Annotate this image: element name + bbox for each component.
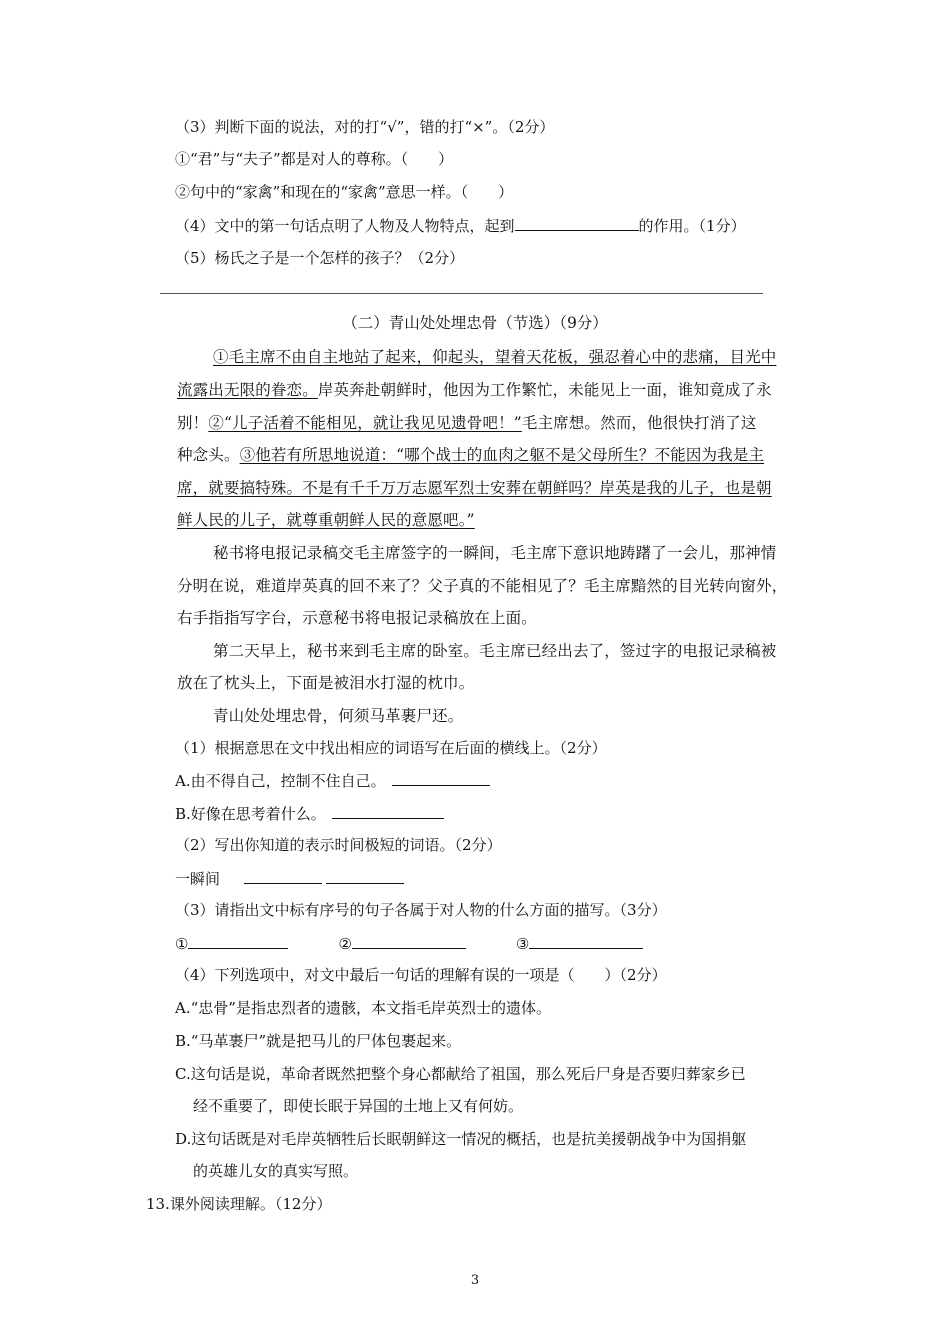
sub-question-2-answer	[175, 868, 404, 889]
question-4	[175, 215, 746, 236]
question-3: （3）判断下面的说法，对的打“√”，错的打“×”。（2分）	[175, 118, 555, 136]
sub-question-3-blank-2[interactable]	[352, 933, 466, 949]
marker-3: ③	[515, 935, 530, 953]
marker-1: ①	[175, 935, 189, 953]
passage-p1-line4	[177, 445, 764, 465]
sub-question-3: （3）请指出文中标有序号的句子各属于对人物的什么方面的描写。（3分）	[175, 901, 667, 919]
passage-p1-line1	[213, 347, 776, 367]
option-d-cont: 的英雄儿女的真实写照。	[193, 1162, 359, 1180]
passage-text: 种念头。	[177, 446, 240, 464]
passage-p4: 青山处处埋忠骨，何须马革裹尸还。	[213, 707, 464, 725]
example-word: 一瞬间	[175, 870, 221, 888]
sub-question-3-blank-3[interactable]	[529, 933, 643, 949]
option-c-cont: 经不重要了，即使长眠于异国的土地上又有何妨。	[193, 1097, 524, 1115]
marker-2: ②	[338, 935, 352, 953]
option-a[interactable]: A.“忠骨”是指忠烈者的遗骸，本文指毛岸英烈士的遗体。	[175, 999, 551, 1017]
page-number: 3	[470, 1273, 480, 1288]
sub-question-3-blank-1[interactable]	[188, 933, 288, 949]
sub-question-1: （1）根据意思在文中找出相应的词语写在后面的横线上。（2分）	[175, 739, 607, 757]
passage-p1-line2	[177, 380, 772, 400]
passage-p2-line1: 秘书将电报记录稿交毛主席签字的一瞬间，毛主席下意识地踌躇了一会儿，那神情	[213, 544, 777, 562]
passage-text: 别！	[177, 414, 209, 432]
answer-line[interactable]	[160, 293, 763, 294]
passage-text: 毛主席想。然而，他很快打消了这	[521, 414, 757, 432]
passage-p2-line2: 分明在说，难道岸英真的回不来了？父子真的不能相见了？毛主席黯然的目光转向窗外，	[177, 577, 788, 595]
sub-question-1-a	[175, 770, 490, 791]
passage-text: 岸英奔赴朝鲜时，他因为工作繁忙，未能见上一面，谁知竟成了永	[317, 381, 772, 399]
sub-question-2-blank-1[interactable]	[244, 868, 322, 884]
sub-question-2: （2）写出你知道的表示时间极短的词语。（2分）	[175, 836, 502, 854]
question-4-text-a: （4）文中的第一句话点明了人物及人物特点，起到	[175, 217, 515, 235]
sub-question-1-a-blank[interactable]	[392, 770, 490, 786]
question-4-text-b: 的作用。（1分）	[638, 217, 746, 235]
sentence-1-underlined-end: 流露出无限的眷恋。	[177, 381, 318, 399]
question-3-item-2: ②句中的“家禽”和现在的“家禽”意思一样。（ ）	[175, 183, 514, 201]
question-5: （5）杨氏之子是一个怎样的孩子？（2分）	[175, 249, 465, 267]
passage-p2-line3: 右手指指写字台，示意秘书将电报记录稿放在上面。	[177, 609, 537, 627]
option-d[interactable]: D.这句话既是对毛岸英牺牲后长眠朝鲜这一情况的概括，也是抗美援朝战争中为国捐躯	[175, 1130, 747, 1148]
sentence-3-underlined-end: 鲜人民的儿子，就尊重朝鲜人民的意愿吧。”	[177, 511, 475, 529]
question-13: 13.课外阅读理解。（12分）	[146, 1195, 332, 1213]
sentence-2-underlined: ②“儿子活着不能相见，就让我见见遗骨吧！”	[208, 414, 522, 432]
sub-question-1-b-text: B.好像在思考着什么。	[175, 805, 326, 823]
sub-question-3-answers	[175, 933, 643, 954]
passage-p1-line6	[177, 510, 475, 530]
passage-p3-line2: 放在了枕头上，下面是被泪水打湿的枕巾。	[177, 674, 475, 692]
sub-question-1-b	[175, 803, 444, 824]
passage-title: （二）青山处处埋忠骨（节选）（9分）	[342, 314, 608, 332]
question-4-blank[interactable]	[515, 215, 639, 231]
sub-question-1-b-blank[interactable]	[332, 803, 444, 819]
sentence-3-underlined: ③他若有所思地说道：“哪个战士的血肉之躯不是父母所生？不能因为我是主	[239, 446, 765, 464]
option-c[interactable]: C.这句话是说，革命者既然把整个身心都献给了祖国，那么死后尸身是否要归葬家乡已	[175, 1065, 746, 1083]
sentence-1-underlined: ①毛主席不由自主地站了起来，仰起头，望着天花板，强忍着心中的悲痛，目光中	[213, 348, 777, 366]
sub-question-1-a-text: A.由不得自己，控制不住自己。	[175, 772, 386, 790]
sub-question-2-blank-2[interactable]	[326, 868, 404, 884]
question-3-item-1: ①“君”与“夫子”都是对人的尊称。（ ）	[175, 150, 454, 168]
passage-p1-line5	[177, 478, 772, 498]
passage-p3-line1: 第二天早上，秘书来到毛主席的卧室。毛主席已经出去了，签过字的电报记录稿被	[213, 642, 777, 660]
option-b[interactable]: B.“马革裹尸”就是把马儿的尸体包裹起来。	[175, 1032, 462, 1050]
sub-question-4: （4）下列选项中，对文中最后一句话的理解有误的一项是（ ）（2分）	[175, 966, 667, 984]
passage-p1-line3	[177, 413, 757, 433]
sentence-3-underlined-cont: 席，就要搞特殊。不是有千千万万志愿军烈士安葬在朝鲜吗？岸英是我的儿子，也是朝	[177, 479, 772, 497]
